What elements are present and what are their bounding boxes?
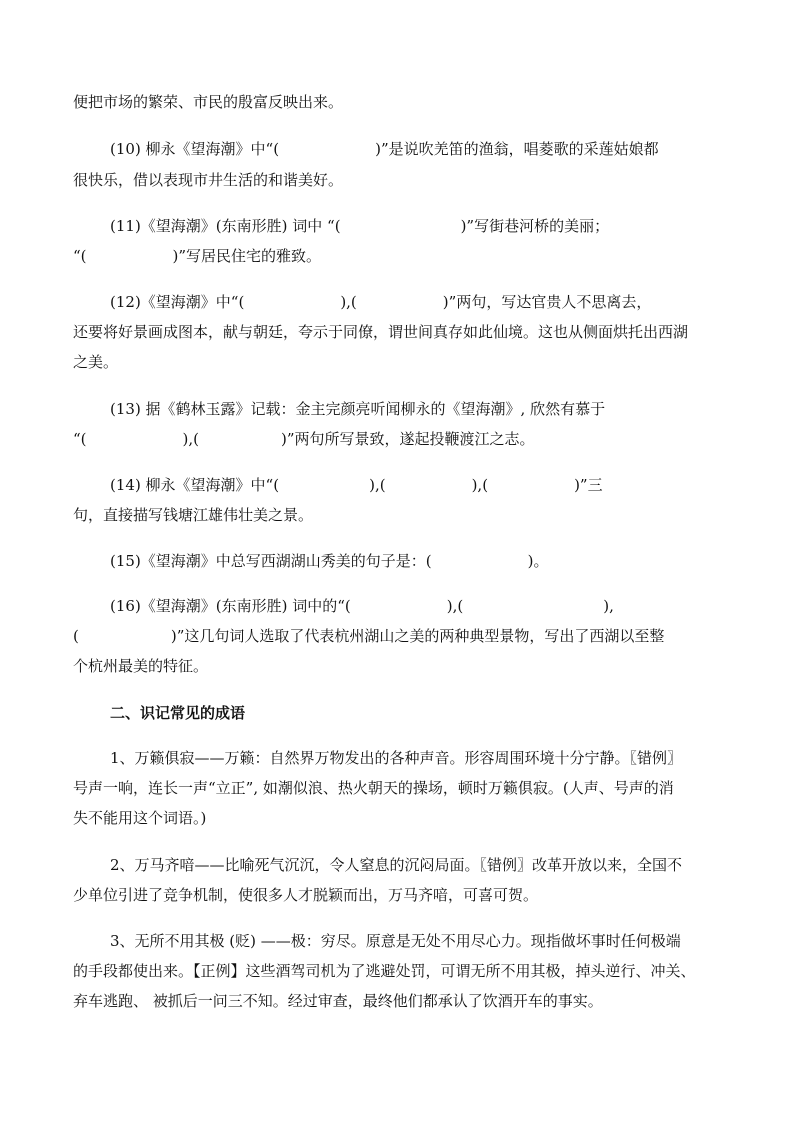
item-10-line-2: [73, 170, 343, 190]
item-12-text: ),(: [340, 293, 357, 311]
item-10-text: )”是说吹羌笛的渔翁，唱菱歌的采莲姑娘都: [375, 140, 659, 158]
idiom-2-text: 2、万马齐喑——比喻死气沉沉，令人窒息的沉闷局面。〖错例〗改革开放以来，全国不: [110, 856, 683, 874]
item-12-text: 还要将好景画成图本，献与朝廷，夸示于同僚，谓世间真存如此仙境。这也从侧面烘托出西湖: [73, 323, 689, 341]
item-14-line-1: [110, 475, 603, 495]
item-15-text: (15)《望海潮》中总写西湖湖山秀美的句子是：(: [110, 552, 432, 570]
item-13-text: (13) 据《鹤林玉露》记载：金主完颜亮听闻柳永的《望海潮》, 欣然有慕于: [110, 400, 606, 418]
idiom-3-text: 弃车逃跑、 被抓后一问三不知。经过审查，最终他们都承认了饮酒开车的事实。: [73, 992, 603, 1010]
item-14-text: (14) 柳永《望海潮》中“(: [110, 476, 280, 494]
item-14-text: 句，直接描写钱塘江雄伟壮美之景。: [73, 506, 314, 524]
item-12-text: 之美。: [73, 353, 119, 371]
item-13-line-2: [73, 429, 535, 449]
item-15-text: )。: [527, 552, 549, 570]
item-13-line-1: [110, 399, 605, 419]
item-16-text: (16)《望海潮》(东南形胜) 词中的“(: [110, 597, 351, 615]
item-11-text: (11)《望海潮》(东南形胜) 词中 “(: [110, 217, 341, 235]
idiom-1-text: 失不能用这个词语。): [73, 809, 207, 827]
item-16-text: ),(: [446, 597, 464, 615]
item-11-text: )”写街巷河桥的美丽；: [460, 217, 610, 235]
item-14-text: ),(: [471, 476, 489, 494]
item-10-text: (10) 柳永《望海潮》中“(: [110, 140, 280, 158]
item-14-text: )”三: [574, 476, 603, 494]
item-10-text: 很快乐，借以表现市井生活的和谐美好。: [73, 171, 344, 189]
idiom-2-line-1: [110, 855, 682, 875]
idiom-3-text: 的手段都使出来。【正例】这些酒驾司机为了逃避处罚，可谓无所不用其极，掉头逆行、冲关、: [73, 962, 696, 980]
item-16-text: )”这几句词人选取了代表杭州湖山之美的两种典型景物，写出了西湖以至整: [170, 627, 665, 645]
item-16-text: ),: [603, 597, 614, 615]
section-heading: [110, 703, 245, 723]
item-10-line-1: [110, 139, 659, 159]
item-14-line-2: [73, 505, 313, 525]
item-15-line-1: [110, 551, 549, 571]
idiom-1-line-2: [73, 778, 674, 798]
item-16-text: (: [73, 627, 79, 645]
idiom-2-text: 少单位引进了竞争机制，使很多人才脱颖而出，万马齐喑，可喜可贺。: [73, 886, 539, 904]
idiom-3-line-1: [110, 931, 681, 951]
item-11-text: “(: [73, 247, 87, 265]
idiom-2-line-2: [73, 885, 538, 905]
idiom-3-line-2: [73, 961, 696, 981]
item-16-line-2: [73, 626, 664, 646]
item-11-text: )”写居民住宅的雅致。: [172, 247, 322, 265]
item-12-line-3: [73, 352, 118, 372]
idiom-1-text: 号声一响，连长一声“立正”, 如潮似浪、热火朝天的操场，顿时万籁俱寂。(人声、号声的消: [73, 779, 674, 797]
item-13-text: ),(: [182, 430, 200, 448]
item-14-text: ),(: [369, 476, 386, 494]
idiom-3-text: 3、无所不用其极 (贬) ——极：穷尽。原意是无处不用尽心力。现指做坏事时任何极端: [110, 932, 681, 950]
item-12-line-1: [110, 292, 651, 312]
paragraph-tail: 便把市场的繁荣、市民的殷富反映出来。: [73, 93, 344, 111]
item-12-text: )”两句，写达官贵人不思离去，: [442, 293, 652, 311]
item-13-text: “(: [73, 430, 87, 448]
item-12-line-2: [73, 322, 688, 342]
item-16-line-3: [73, 656, 208, 676]
idiom-3-line-3: [73, 991, 603, 1011]
idiom-1-text: 1、万籁俱寂——万籁：自然界万物发出的各种声音。形容周围环境十分宁静。〖错例〗: [110, 749, 683, 767]
item-11-line-1: [110, 216, 609, 236]
idiom-1-line-3: [73, 808, 206, 828]
item-16-text: 个杭州最美的特征。: [73, 657, 209, 675]
item-11-line-2: [73, 246, 321, 266]
item-13-text: )”两句所写景致，遂起投鞭渡江之志。: [281, 430, 535, 448]
item-16-line-1: [110, 596, 614, 616]
item-12-text: (12)《望海潮》中“(: [110, 293, 245, 311]
idiom-1-line-1: [110, 748, 682, 768]
section-title: 二、识记常见的成语: [110, 704, 246, 722]
text-line: [73, 92, 343, 112]
